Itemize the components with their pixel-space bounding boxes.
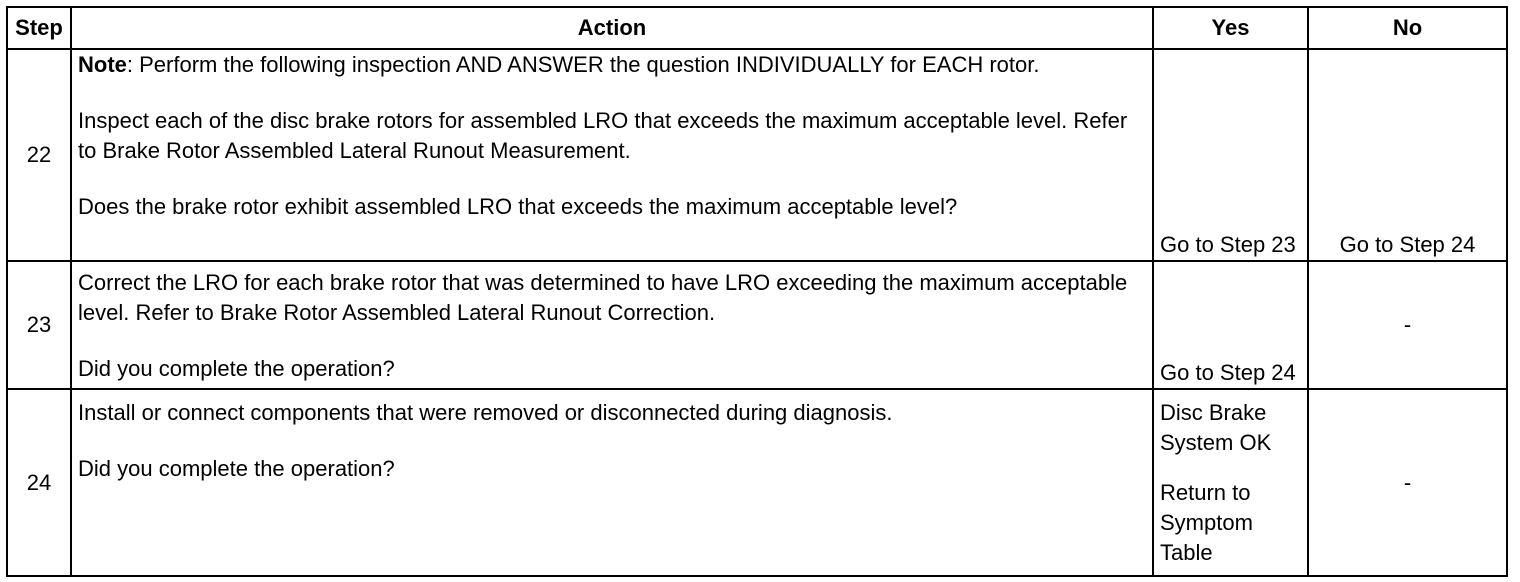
yes-result-return: Return to Symptom Table xyxy=(1160,480,1253,565)
yes-result-ok: Disc Brake System OK xyxy=(1160,400,1272,455)
step-number: 24 xyxy=(7,389,71,576)
no-cell: - xyxy=(1308,261,1507,389)
step-number: 22 xyxy=(7,49,71,261)
yes-cell: Go to Step 23 xyxy=(1153,49,1308,261)
header-no: No xyxy=(1308,7,1507,49)
action-text: Inspect each of the disc brake rotors for assembled LRO that exceeds the maximum acceptable level. Refer to Brake Rotor Assembled Lateral Runout Measurement. xyxy=(78,108,1128,163)
header-yes: Yes xyxy=(1153,7,1308,49)
yes-cell xyxy=(1153,389,1308,576)
yes-cell: Go to Step 24 xyxy=(1153,261,1308,389)
action-cell xyxy=(71,389,1153,576)
header-row xyxy=(7,7,1507,49)
question-text: Does the brake rotor exhibit assembled LRO that exceeds the maximum acceptable level? xyxy=(78,194,958,219)
action-text: Install or connect components that were removed or disconnected during diagnosis. xyxy=(78,400,893,425)
note-label: Note xyxy=(78,52,127,77)
question-text: Did you complete the operation? xyxy=(78,356,395,381)
table-row xyxy=(7,49,1507,261)
header-action: Action xyxy=(71,7,1153,49)
action-cell xyxy=(71,261,1153,389)
action-cell xyxy=(71,49,1153,261)
diagnostic-table xyxy=(6,6,1508,577)
note xyxy=(78,50,1146,80)
action-text: Correct the LRO for each brake rotor that was determined to have LRO exceeding the maximum acceptable level. Refer to Brake Rotor Assembled Lateral Runout Correction. xyxy=(78,270,1128,325)
question-text: Did you complete the operation? xyxy=(78,456,395,481)
table-row xyxy=(7,261,1507,389)
header-step: Step xyxy=(7,7,71,49)
table-row xyxy=(7,389,1507,576)
no-cell: - xyxy=(1308,389,1507,576)
note-text: : Perform the following inspection AND ANSWER the question INDIVIDUALLY for EACH rotor. xyxy=(126,52,1040,77)
step-number: 23 xyxy=(7,261,71,389)
no-cell: Go to Step 24 xyxy=(1308,49,1507,261)
